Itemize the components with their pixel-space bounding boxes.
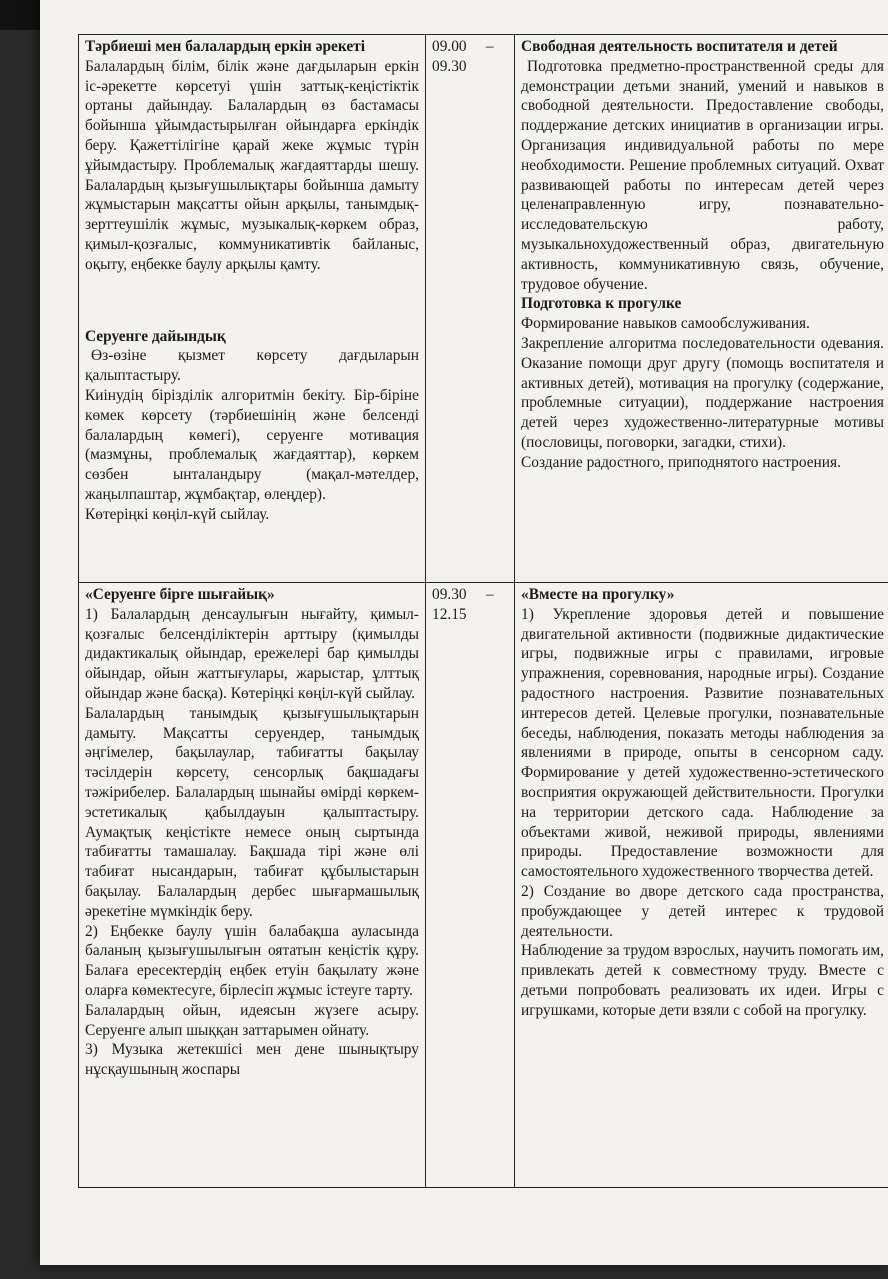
paragraph-ru: 1) Укрепление здоровья детей и повышение двигательной активности (подвижные дидактические игры, подвижные игры с правилами, игровые упражнения, соревнования, народные игры). Создание радостного настроения. Развитие познавательных интересов детей. Целевые прогулки, познавательные беседы, наблюдения, показать методы наблюдения за явлениями в природе, опыты в сенсорном саду. Формирование у детей художественно-эстетического восприятия окружающей действительности. Прогулки на территории детского сада. Наблюдение за объектами живой, неживой природы, явлениями природы. Предоставление возможности для самостоятельного художественного творчества детей. (521, 605, 884, 881)
spacer (85, 275, 419, 327)
section-title-ru: «Вместе на прогулку» (521, 586, 675, 603)
section-body-kz: Балалардың білім, білік және дағдыларын еркін іс-әрекетте көрсетуі үшін заттық-кеңістіктік ортаны дайындау. Балалардың өз бастамасы бойынша ұйымдастырылған ойындарға еркіндік беру. Қажеттілігіне қарай жеке жұмыс түрін ұйымдастыру. Проблемалық жағдаяттарды шешу. Балалардың қызығушылықтары бойынша дамыту жұмыстарын мақсатты ойын арқылы, танымдық-зерттеушілік жұмыс, музыкалық-көркем образ, қимыл-қозғалыс, коммуникативтік байланыс, оқыту, еңбекке баулу арқылы қамту. (85, 57, 419, 273)
paragraph-ru: Формирование навыков самообслуживания. (521, 315, 810, 333)
paragraph-kz: 2) Еңбекке баулу үшін балабақша ауласында баланың қызығушылығын оятатын кеңістік құру. Балаға ересектердің еңбек етуін бақылату және оларға көмектесуге, бірлесіп жұмыс істеуге тарту. (85, 922, 419, 999)
paragraph-kz: 1) Балалардың денсаулығын нығайту, қимыл-қозғалыс белсенділіктерін арттыру (қимылды дидактикалық ойындар, ережелері бар қимылды ойындар, ойын жаттығулары, жарыстар, ұлттық ойындар және басқа). Көтеріңкі көңіл-күй сыйлау. (85, 605, 419, 702)
time-cell (426, 583, 515, 1188)
paragraph-kz: Балалардың танымдық қызығушылықтарын дамыту. Мақсатты серуендер, танымдық әңгімелер, бақылаулар, табиғатты бақылау тәсілдерін көрсету, сенсорлық бақшадағы тәжірибелер. Балалардың шынайы өмірді көркем-эстетикалық қабылдауын қалыптастыру. Аумақтық кеңістікте немесе оның сыртында табиғатты тамашалау. Бақшада тірі және өлі табиғат нысандарын, табиғат құбылыстарын бақылау. Балалардың дербес шығармашылық әрекетіне мүмкіндік беру. (85, 704, 419, 920)
table-row (79, 583, 888, 1188)
paragraph-kz: Көтеріңкі көңіл-күй сыйлау. (85, 505, 270, 523)
schedule-table (78, 34, 888, 1188)
section-title-ru-2: Подготовка к прогулке (521, 295, 682, 313)
ru-cell (515, 583, 888, 1188)
table-row (79, 35, 888, 583)
paragraph-ru: Создание радостного, приподнятого настроения. (521, 453, 841, 471)
paragraph-ru: Наблюдение за трудом взрослых, научить помогать им, привлекать детей к совместному труду. Вместе с детьми попробовать реализовать их идеи. Игры с игрушками, которые дети взяли с собой на прогулку. (521, 942, 884, 1019)
paragraph-kz: 3) Музыка жетекшісі мен дене шынықтыру нұсқаушының жоспары (85, 1041, 419, 1079)
paragraph-kz: Өз-өзіне қызмет көрсету дағдыларын қалыптастыру. (85, 347, 419, 385)
time-range: 09.30 – 12.15 (432, 586, 494, 623)
paragraph-kz: Киінудің бірізділік алгоритмін бекіту. Бір-біріне көмек көрсету (тәрбиешінің және белсенді балалардың көмегі), серуенге мотивация (мазмұны, проблемалық жағдаяттар), көркем сөзбен ынталандыру (мақал-мәтелдер, жаңылпаштар, жұмбақтар, өлеңдер). (85, 386, 419, 503)
kz-cell (79, 583, 426, 1188)
paragraph-ru: Закрепление алгоритма последовательности одевания. Оказание помощи друг другу (помощь воспитателя и активных детей), мотивация на прогулку (содержание, проблемные ситуации), поддержание настроения детей через художественно-литературные мотивы (пословицы, поговорки, загадки, стихи). (521, 334, 884, 451)
time-range: 09.00 – 09.30 (432, 38, 494, 75)
section-body-ru: Подготовка предметно-пространственной среды для демонстрации детьми знаний, умений и навыков в свободной деятельности. Предоставление свободы, поддержание детских инициатив в организации игры. Организация индивидуальной работы по мере необходимости. Решение проблемных ситуаций. Охват развивающей работы по интересам детей через целенаправленную игру, познавательно-исследовательскую работу, музыкальнохудожественный образ, двигательную активность, коммуникативную связь, обучение, трудовое обучение. (521, 57, 884, 293)
paragraph-ru: 2) Создание во дворе детского сада пространства, пробуждающее у детей интерес к трудовой деятельности. (521, 882, 884, 940)
section-title-kz: «Серуенге бірге шығайық» (85, 586, 275, 603)
section-title-kz-2: Серуенге дайындық (85, 327, 226, 345)
kz-cell (79, 35, 426, 583)
section-title-ru: Свободная деятельность воспитателя и детей (521, 38, 838, 55)
time-cell (426, 35, 515, 583)
paragraph-kz: Балалардың ойын, идеясын жүзеге асыру. Серуенге алып шыққан заттарымен ойнату. (85, 1001, 419, 1039)
section-title-kz: Тәрбиеші мен балалардың еркін әрекеті (85, 38, 366, 55)
ru-cell (515, 35, 888, 583)
